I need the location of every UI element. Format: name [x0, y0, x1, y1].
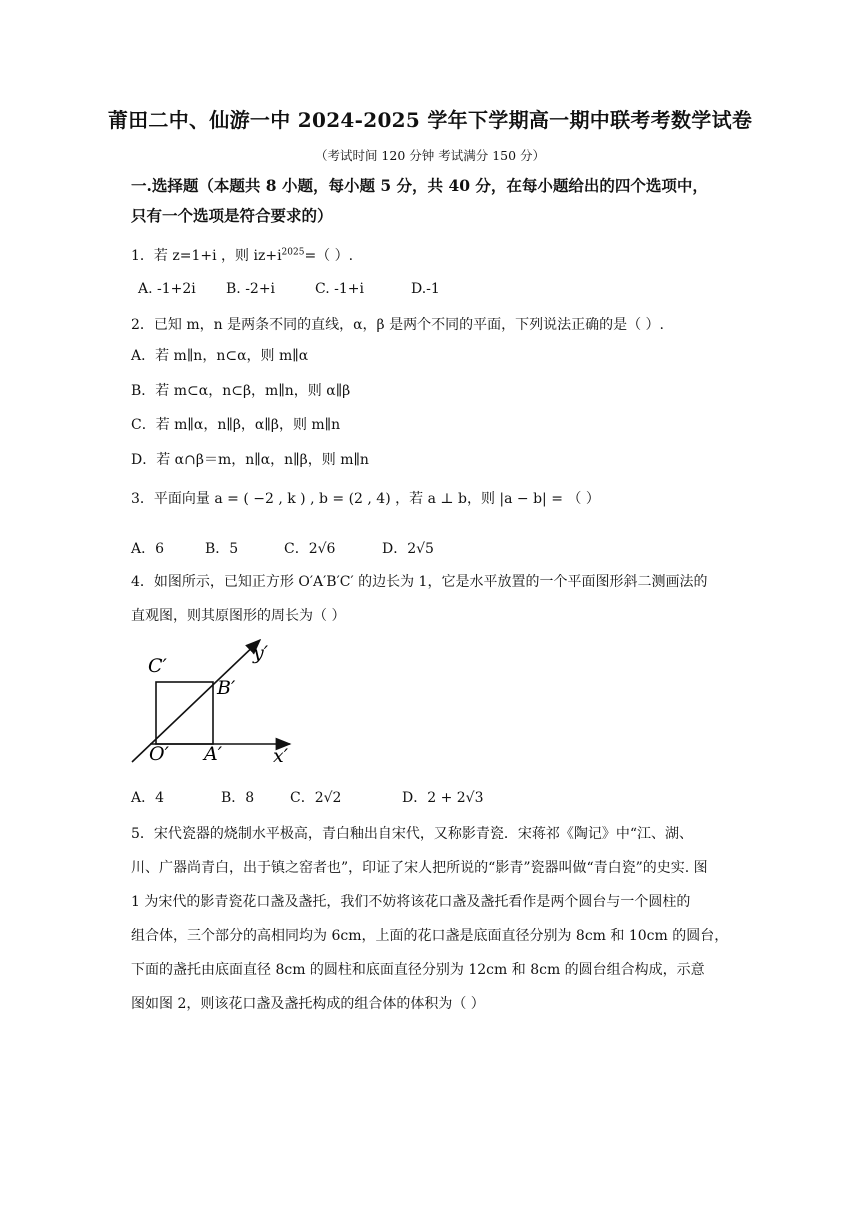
label-x: x′: [273, 745, 289, 767]
label-y: y′: [253, 642, 269, 664]
q3-stem: 3．平面向量 a = ( −2 , k ) , b = (2 , 4) ，若 a ⊥ b，则 |a − b| = （ ）: [131, 491, 600, 507]
exam-subtitle: （考试时间 120 分钟 考试满分 150 分）: [314, 148, 546, 163]
exam-title: 莆田二中、仙游一中 2024-2025 学年下学期高一期中联考考数学试卷: [107, 108, 753, 132]
q5-line-3: 1 为宋代的影青瓷花口盏及盏托，我们不妨将该花口盏及盏托看作是两个圆台与一个圆柱的: [131, 894, 691, 910]
label-o: O′: [149, 743, 169, 765]
label-c: C′: [148, 655, 167, 677]
q3-option-d: D．2√5: [382, 541, 434, 557]
q1-option-a: A. -1+2i: [138, 281, 196, 297]
q1-option-b: B. -2+i: [226, 281, 276, 297]
q4-option-a: A．4: [131, 790, 165, 806]
q2-option-c: C．若 m∥α，n∥β，α∥β，则 m∥n: [131, 417, 341, 433]
q3-option-b: B．5: [205, 541, 239, 557]
section-heading-line1: 一.选择题（本题共 8 小题，每小题 5 分，共 40 分，在每小题给出的四个选项中，: [131, 176, 708, 195]
q3-option-c: C．2√6: [284, 541, 336, 557]
q5-line-6: 图如图 2，则该花口盏及盏托构成的组合体的体积为（ ）: [131, 996, 485, 1012]
q1-stem-part-a: 1．若 z=1+i ，则 iz+i: [131, 248, 282, 264]
q2-stem: 2．已知 m，n 是两条不同的直线，α，β 是两个不同的平面，下列说法正确的是（ ）.: [131, 317, 664, 333]
q2-option-a: A．若 m∥n，n⊂α，则 m∥α: [131, 348, 309, 364]
q2-option-d: D．若 α∩β＝m，n∥α，n∥β，则 m∥n: [131, 452, 369, 468]
q5-line-1: 5．宋代瓷器的烧制水平极高，青白釉出自宋代，又称影青瓷．宋蒋祁《陶记》中“江、湖、: [131, 826, 694, 842]
q1-option-c: C. -1+i: [315, 281, 364, 297]
q1-stem: [131, 245, 353, 265]
q1-stem-part-b: =（ ）.: [304, 248, 354, 264]
q1-stem-exponent: 2025: [281, 247, 305, 258]
q4-figure: [120, 632, 310, 772]
q5-line-4: 组合体，三个部分的高相同均为 6cm，上面的花口盏是底面直径分别为 8cm 和 10cm 的圆台，: [131, 928, 729, 944]
q4-option-d: D．2 + 2√3: [402, 790, 484, 806]
q3-option-a: A．6: [131, 541, 165, 557]
q4-stem-line2: 直观图，则其原图形的周长为（ ）: [131, 608, 346, 624]
q2-option-b: B．若 m⊂α，n⊂β，m∥n，则 α∥β: [131, 383, 351, 399]
label-a: A′: [204, 743, 223, 765]
q4-stem-line1: 4．如图所示，已知正方形 O′A′B′C′ 的边长为 1，它是水平放置的一个平面图形斜二测画法的: [131, 574, 708, 590]
q1-option-d: D.-1: [411, 281, 440, 297]
q4-option-c: C．2√2: [290, 790, 342, 806]
section-heading-line2: 只有一个选项是符合要求的）: [131, 206, 333, 225]
q5-line-2: 川、广器尚青白，出于镇之窑者也”，印证了宋人把所说的“影青”瓷器叫做“青白瓷”的史实. 图: [131, 860, 708, 876]
q5-line-5: 下面的盏托由底面直径 8cm 的圆柱和底面直径分别为 12cm 和 8cm 的圆台组合构成，示意: [131, 962, 705, 978]
label-b: B′: [217, 677, 236, 699]
q4-option-b: B．8: [221, 790, 255, 806]
